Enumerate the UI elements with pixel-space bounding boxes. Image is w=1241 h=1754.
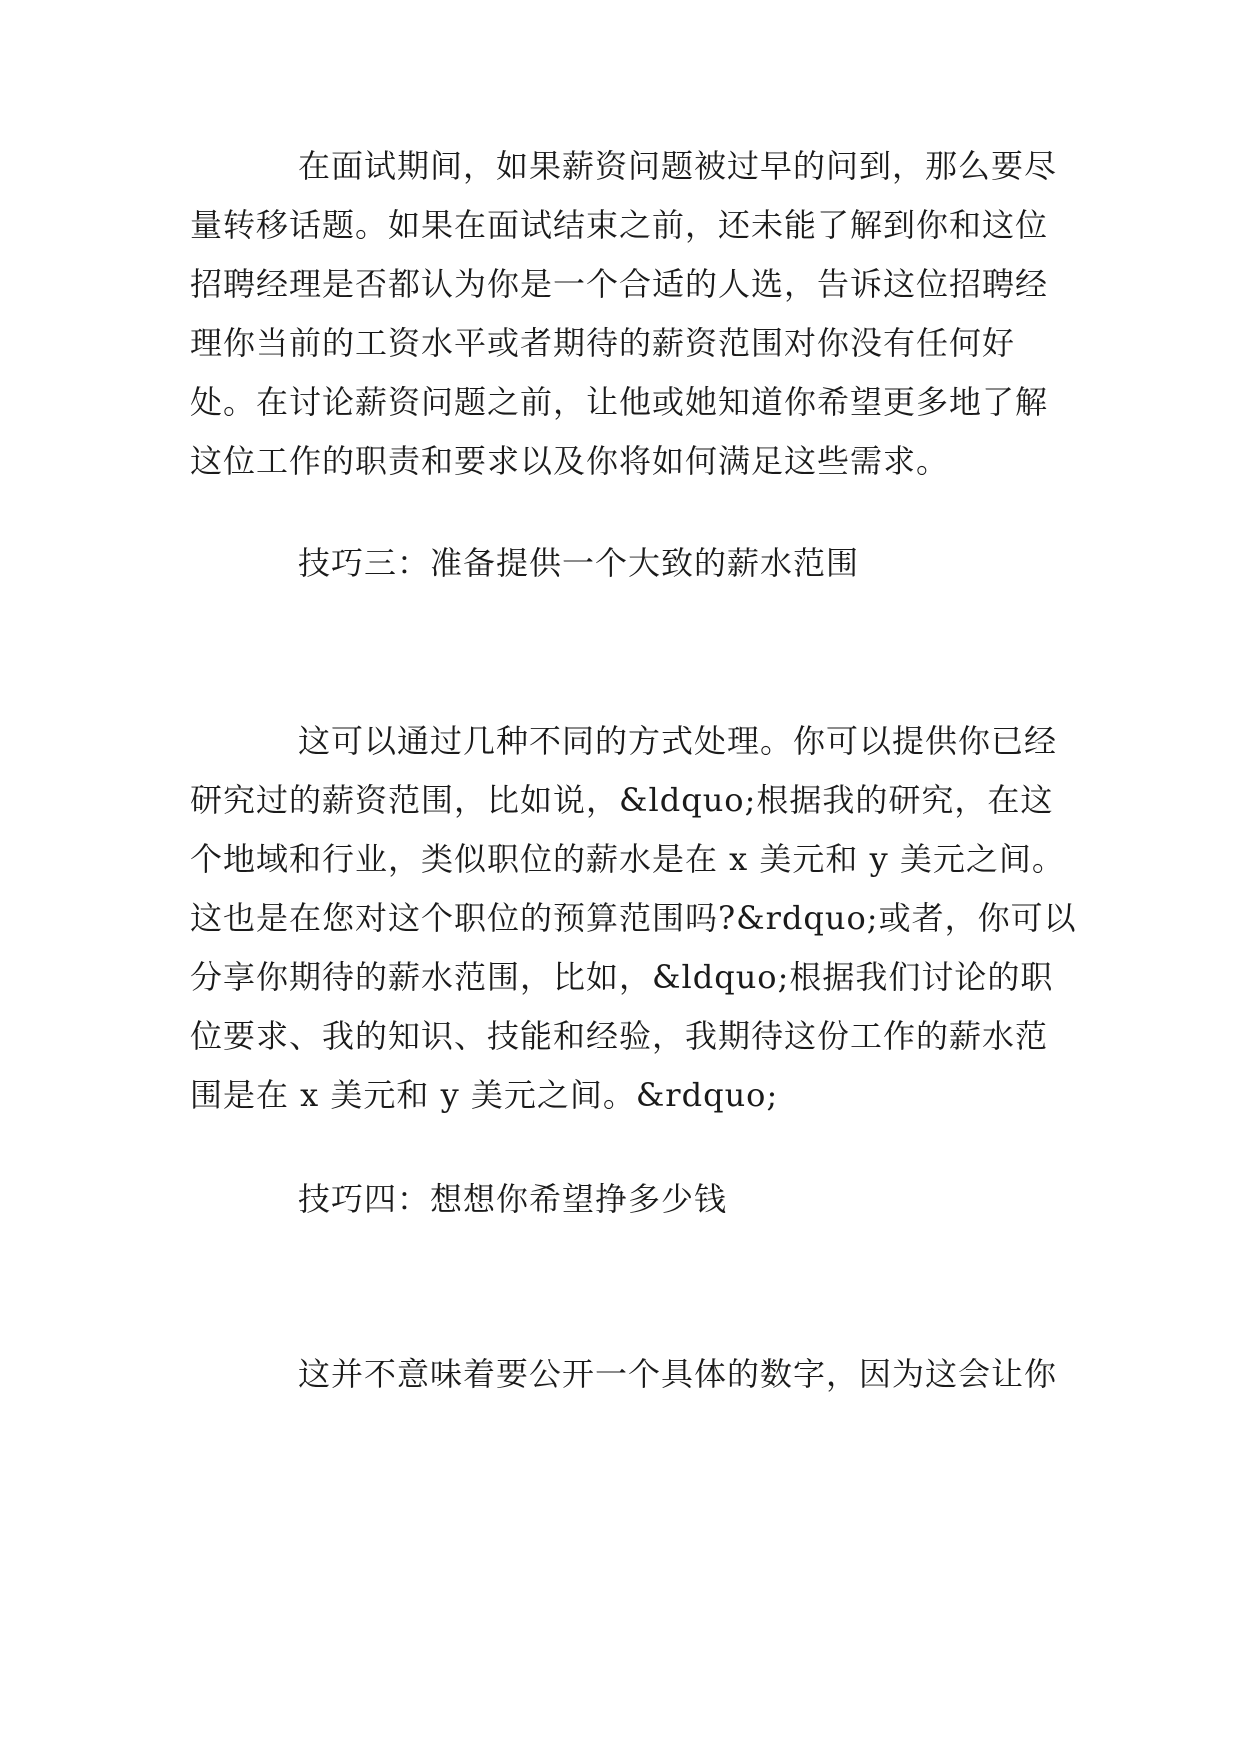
paragraph-line: 围是在 x 美元和 y 美元之间。&rdquo; <box>190 1076 779 1114</box>
paragraph-line: 量转移话题。如果在面试结束之前，还未能了解到你和这位 <box>190 206 1049 244</box>
paragraph-line: 这可以通过几种不同的方式处理。你可以提供你已经 <box>298 722 1058 760</box>
heading-tip-four: 技巧四：想想你希望挣多少钱 <box>298 1180 728 1218</box>
paragraph-expected-earnings <box>190 1345 1057 1404</box>
paragraph-line: 研究过的薪资范围，比如说，&ldquo;根据我的研究，在这 <box>190 781 1054 819</box>
paragraph-line: 处。在讨论薪资问题之前，让他或她知道你希望更多地了解 <box>190 383 1049 421</box>
paragraph-line: 在面试期间，如果薪资问题被过早的问到，那么要尽 <box>298 147 1058 185</box>
paragraph-line: 分享你期待的薪水范围，比如，&ldquo;根据我们讨论的职 <box>190 958 1054 996</box>
paragraph-salary-timing <box>190 137 1057 491</box>
paragraph-line: 理你当前的工资水平或者期待的薪资范围对你没有任何好 <box>190 324 1016 362</box>
paragraph-line: 招聘经理是否都认为你是一个合适的人选，告诉这位招聘经 <box>190 265 1049 303</box>
heading-tip-three: 技巧三：准备提供一个大致的薪水范围 <box>298 544 860 582</box>
paragraph-line: 位要求、我的知识、技能和经验，我期待这份工作的薪水范 <box>190 1017 1049 1055</box>
paragraph-line: 个地域和行业，类似职位的薪水是在 x 美元和 y 美元之间。 <box>190 840 1065 878</box>
paragraph-line: 这也是在您对这个职位的预算范围吗?&rdquo;或者，你可以 <box>190 899 1077 937</box>
paragraph-line: 这并不意味着要公开一个具体的数字，因为这会让你 <box>298 1355 1058 1393</box>
paragraph-salary-range <box>190 712 1077 1125</box>
paragraph-line: 这位工作的职责和要求以及你将如何满足这些需求。 <box>190 442 950 480</box>
